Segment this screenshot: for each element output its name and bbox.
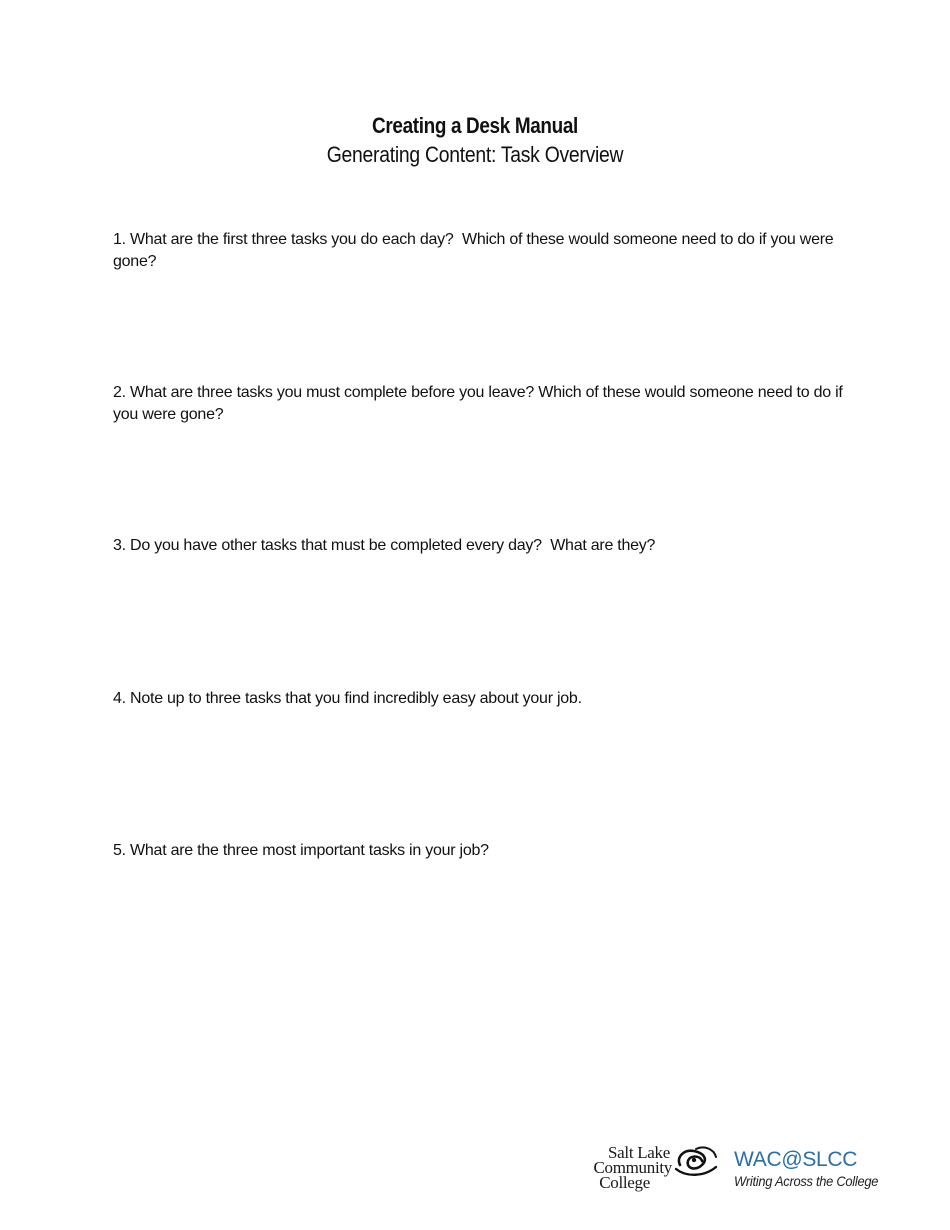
question-4: 4. Note up to three tasks that you find incredibly easy about your job. (113, 690, 582, 707)
slcc-logo (578, 1143, 718, 1199)
wac-logo-subtitle: Writing Across the College (734, 1173, 879, 1189)
wac-logo-title: WAC@SLCC (734, 1148, 858, 1171)
question-5: 5. What are the three most important tasks in your job? (113, 842, 489, 859)
question-2: 2. What are three tasks you must complete before you leave? Which of these would someone need to do if you were gone? (113, 384, 847, 423)
slcc-swirl-icon (674, 1145, 718, 1179)
slcc-logo-line-2: Community (593, 1158, 672, 1177)
title-block (0, 112, 950, 170)
wac-logo (734, 1148, 904, 1190)
question-3: 3. Do you have other tasks that must be completed every day? What are they? (113, 537, 656, 554)
question-1: 1. What are the first three tasks you do each day? Which of these would someone need to do if you were gone? (113, 231, 838, 270)
slcc-logo-line-1: Salt Lake (608, 1143, 670, 1162)
document-subtitle: Generating Content: Task Overview (326, 142, 624, 167)
document-title: Creating a Desk Manual (372, 113, 578, 138)
footer-logos (578, 1143, 908, 1201)
slcc-logo-line-3: College (599, 1173, 650, 1192)
slcc-logo-text (593, 1145, 670, 1190)
